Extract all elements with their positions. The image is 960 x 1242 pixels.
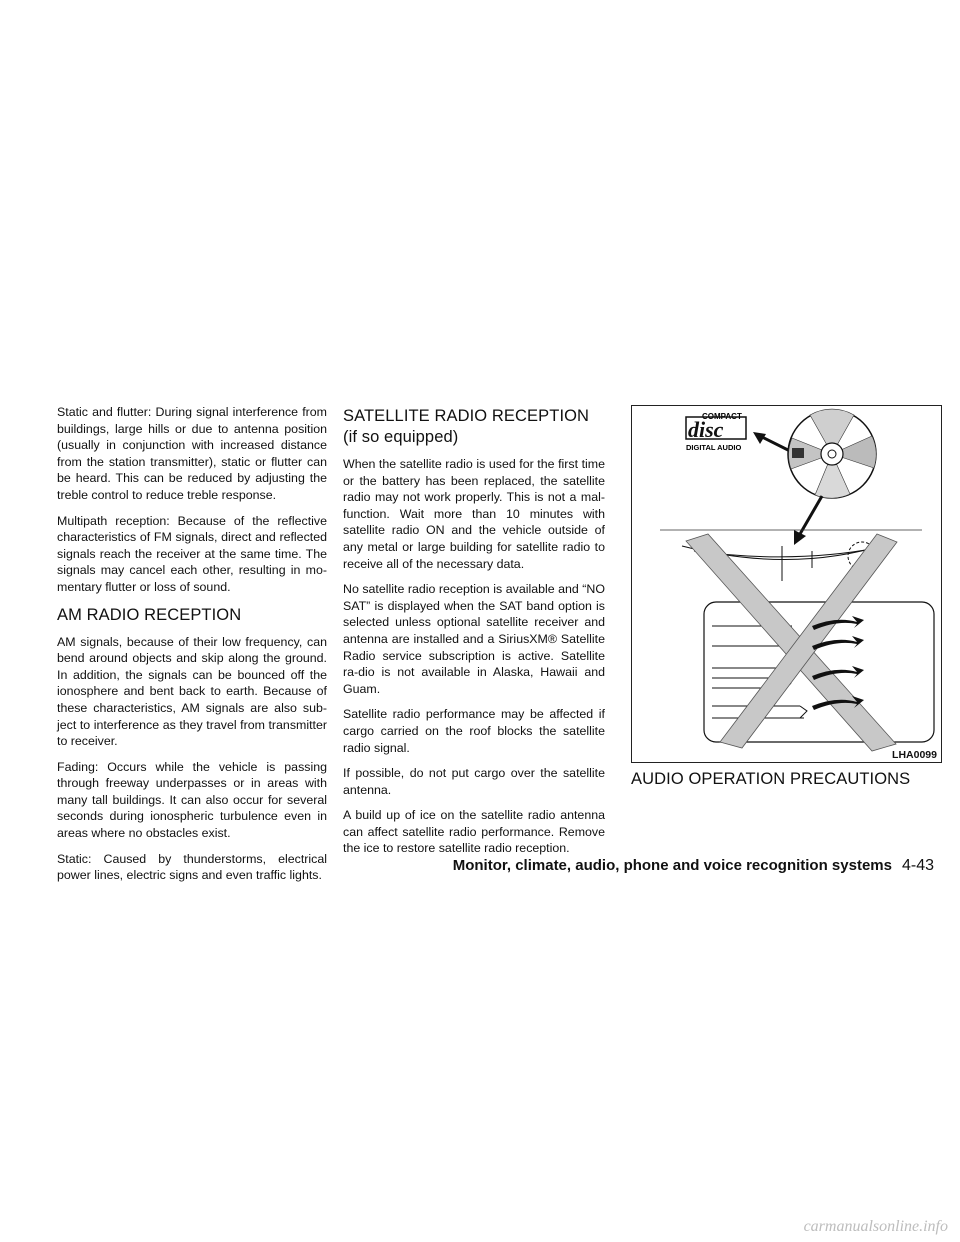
paragraph-no-sat: No satellite radio reception is available and “NO SAT” is displayed when the SAT band option is selected unless optional satellite receiver and antenna are installed and a SiriusXM® Satellite Radio service subscription is active. Satellite ra-dio is not available in Alaska, Hawaii and Guam. xyxy=(343,582,605,696)
disc-icon xyxy=(788,409,876,498)
heading-am-radio: AM RADIO RECEPTION xyxy=(57,605,242,624)
svg-text:DIGITAL AUDIO: DIGITAL AUDIO xyxy=(686,443,742,452)
paragraph-antenna: If possible, do not put cargo over the satellite antenna. xyxy=(343,766,605,797)
paragraph-multipath: Multipath reception: Because of the reflective characteristics of FM signals, direct and reflected signals reach the receiver at the same time. The signals may cancel each other, resulting in mo-mentary flutter or loss of sound. xyxy=(57,513,327,594)
paragraph-fading: Fading: Occurs while the vehicle is passing through freeway underpasses or in areas with many tall buildings. It can also occur for several seconds during ionospheric turbulence even in areas where no obstacles exist. xyxy=(57,759,327,841)
paragraph-static-flutter: Static and flutter: During signal interference from buildings, large hills or due to antenna position (usually in conjunction with increased distance from the station transmitter), static or flutter can be heard. This can be reduced by adjusting the treble control to reduce treble response. xyxy=(57,405,327,502)
paragraph-cargo: Satellite radio performance may be affected if cargo carried on the roof blocks the satellite radio signal. xyxy=(343,707,605,755)
heading-satellite-radio: SATELLITE RADIO RECEPTION (if so equipped) xyxy=(343,407,590,446)
cd-illustration xyxy=(631,405,942,763)
page-number: 4-43 xyxy=(901,857,934,874)
paragraph-ice: A build up of ice on the satellite radio antenna can affect satellite radio performance. Remove the ice to restore satellite radio reception. xyxy=(343,808,605,856)
svg-text:COMPACT: COMPACT xyxy=(702,412,742,421)
paragraph-am-signals: AM signals, because of their low frequency, can bend around objects and skip along the ground. In addition, the signals can be bounced off the ionosphere and bent back to earth. Because of these characteristics, AM signals are also sub-ject to interference as they travel from transmitter to receiver. xyxy=(57,634,327,749)
svg-text:disc: disc xyxy=(688,417,724,442)
figure-code: LHA0099 xyxy=(892,749,937,761)
heading-audio-precautions: AUDIO OPERATION PRECAUTIONS xyxy=(631,770,911,788)
paragraph-static: Static: Caused by thunderstorms, electrical power lines, electric signs and even traffic lights. xyxy=(57,851,327,883)
cd-drawing xyxy=(632,406,943,764)
footer-section-title: Monitor, climate, audio, phone and voice recognition systems xyxy=(452,857,892,874)
page-footer xyxy=(453,857,934,875)
watermark: carmanualsonline.info xyxy=(803,1218,948,1235)
middle-column xyxy=(343,404,605,866)
left-column xyxy=(57,404,327,893)
compact-disc-logo xyxy=(686,412,746,452)
paragraph-first-use: When the satellite radio is used for the first time or the battery has been replaced, the satellite radio may not work properly. This is not a mal-function. Wait more than 10 minutes with satellite radio ON and the vehicle outside of any metal or large building for satellite radio to receive all of the necessary data. xyxy=(343,457,605,571)
